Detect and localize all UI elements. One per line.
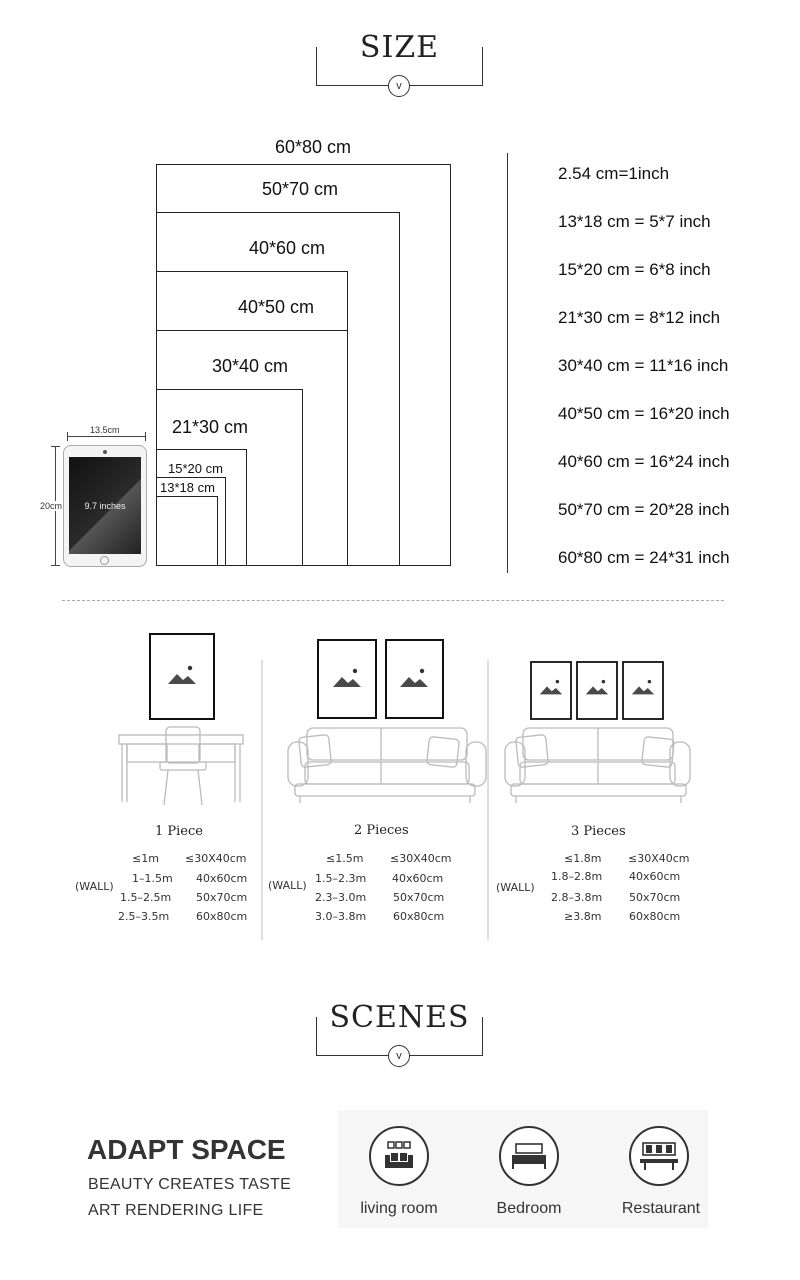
conversion-item: 2.54 cm=1inch: [558, 164, 670, 183]
wall-label: (WALL): [268, 879, 307, 892]
wall-size: 1.8–2.8m: [551, 870, 603, 883]
conversion-item: 15*20 cm = 6*8 inch: [558, 260, 711, 279]
wall-size: 1.5–2.3m: [315, 872, 367, 885]
conversion-item: 40*60 cm = 16*24 inch: [558, 452, 730, 471]
adapt-line-1: BEAUTY CREATES TASTE: [88, 1176, 292, 1193]
wall-size: 2.8–3.8m: [551, 891, 603, 904]
art-size: ≤30X40cm: [390, 852, 452, 865]
wall-size: 2.3–3.0m: [315, 891, 367, 904]
vertical-divider: [507, 153, 508, 573]
box-13x18: [156, 496, 218, 566]
size-title: SIZE: [350, 30, 449, 65]
three-piece-frames: [531, 662, 663, 719]
label-40x60: 40*60 cm: [249, 238, 326, 258]
wall-size: ≥3.8m: [564, 910, 602, 923]
sofa-illustration-2: [288, 728, 486, 803]
one-piece-title: 1 Piece: [155, 824, 203, 839]
table-icon: [629, 1126, 689, 1186]
width-dimension-line: [67, 436, 146, 437]
wall-size: ≤1.5m: [326, 852, 364, 865]
ipad-icon: [63, 445, 147, 567]
wall-size: ≤1m: [132, 852, 159, 865]
art-size: 50x70cm: [629, 891, 681, 904]
bed-icon: [499, 1126, 559, 1186]
conversion-item: 30*40 cm = 11*16 inch: [558, 356, 729, 375]
ipad-screen: [69, 457, 141, 554]
art-size: 60x80cm: [629, 910, 681, 923]
chevron-down-icon: v: [388, 75, 410, 97]
scene-label-living-room: living room: [360, 1200, 438, 1217]
conversion-item: 50*70 cm = 20*28 inch: [558, 500, 730, 519]
wall-label: (WALL): [496, 881, 535, 894]
chevron-down-icon: v: [388, 1045, 410, 1067]
scene-label-restaurant: Restaurant: [621, 1200, 701, 1217]
wall-label: (WALL): [75, 880, 114, 893]
three-pieces-title: 3 Pieces: [571, 824, 626, 839]
label-15x20: 15*20 cm: [168, 461, 223, 476]
conversion-item: 21*30 cm = 8*12 inch: [558, 308, 721, 327]
two-piece-frames: [318, 640, 443, 718]
art-size: 40x60cm: [629, 870, 681, 883]
art-size: ≤30X40cm: [185, 852, 247, 865]
camera-dot: [103, 450, 107, 454]
label-50x70: 50*70 cm: [262, 179, 339, 199]
scenes-title: SCENES: [319, 1000, 479, 1035]
wall-size: 1.5–2.5m: [120, 891, 172, 904]
two-pieces-title: 2 Pieces: [354, 823, 409, 838]
art-size: 50x70cm: [393, 891, 445, 904]
art-size: ≤30X40cm: [628, 852, 690, 865]
art-size: 40x60cm: [196, 872, 248, 885]
label-60x80: 60*80 cm: [275, 137, 352, 157]
sofa-illustration-3: [505, 728, 690, 803]
conversion-item: 13*18 cm = 5*7 inch: [558, 212, 711, 231]
label-40x50: 40*50 cm: [238, 297, 315, 317]
art-size: 60x80cm: [196, 910, 248, 923]
adapt-line-2: ART RENDERING LIFE: [88, 1202, 264, 1219]
wall-size: 1–1.5m: [132, 872, 173, 885]
label-21x30: 21*30 cm: [172, 417, 249, 437]
art-size: 60x80cm: [393, 910, 445, 923]
adapt-heading: ADAPT SPACE: [87, 1134, 286, 1165]
label-30x40: 30*40 cm: [212, 356, 289, 376]
label-13x18: 13*18 cm: [160, 480, 215, 495]
ipad-screen-label: 9.7 inches: [84, 501, 126, 511]
dashed-divider: [62, 600, 724, 601]
art-size: 40x60cm: [392, 872, 444, 885]
wall-size: 2.5–3.5m: [118, 910, 170, 923]
conversion-item: 40*50 cm = 16*20 inch: [558, 404, 730, 423]
sofa-icon: [369, 1126, 429, 1186]
art-size: 50x70cm: [196, 891, 248, 904]
home-button: [100, 556, 109, 565]
conversion-item: 60*80 cm = 24*31 inch: [558, 548, 730, 567]
wall-size: 3.0–3.8m: [315, 910, 367, 923]
one-piece-frame: [150, 634, 214, 719]
ipad-width-label: 13.5cm: [90, 425, 120, 435]
wall-size: ≤1.8m: [564, 852, 602, 865]
ipad-height-label: 20cm: [40, 501, 63, 511]
scene-label-bedroom: Bedroom: [496, 1200, 562, 1217]
desk-illustration: [119, 727, 243, 805]
